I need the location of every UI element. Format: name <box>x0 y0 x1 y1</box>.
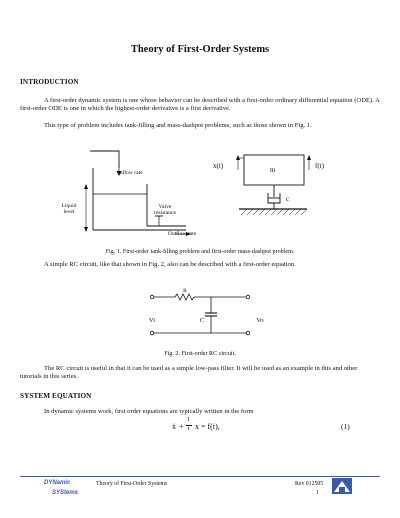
figure-1 <box>0 146 400 246</box>
c-label: c <box>286 195 290 203</box>
footer-rule <box>20 476 380 477</box>
equation-xdot: ẋ <box>172 422 176 431</box>
valve-label: Valve resistance <box>153 204 177 217</box>
outflow-label: Outflow rate <box>167 231 197 237</box>
paragraph-4: The RC circuit is useful in that it can be used as a simple low-pass filter. It will be used as an example in this and other tutorials in this series. <box>20 365 358 381</box>
paragraph-1: A first-order dynamic system is one whose behavior can be described with a first-order ordinary differential equation (ODE). A first-order ODE is one in which the highest-order derivative is a first derivative. <box>20 97 380 113</box>
equation-rhs: x = f(t), <box>195 422 220 431</box>
section-heading-introduction: INTRODUCTION <box>20 78 79 86</box>
resistor-label: R <box>183 288 187 294</box>
paragraph-3: A simple RC circuit, like that shown in Fig. 2, also can be described with a first-order equation. <box>44 261 296 268</box>
rc-circuit-drawing <box>0 285 400 347</box>
mass-dashpot-diagram <box>236 155 311 215</box>
figure-1-caption: Fig. 1. First-order tank-filling problem and first-order mass-dashpot problem. <box>105 249 295 255</box>
tank-diagram <box>84 151 191 236</box>
liquid-level-label: Liquid level <box>61 203 77 216</box>
f-label: f(t) <box>315 162 324 170</box>
equation-number: (1) <box>341 422 350 431</box>
page-title: Theory of First-Order Systems <box>130 44 270 55</box>
section-heading-system-equation: SYSTEM EQUATION <box>20 392 92 400</box>
vi-label: Vi <box>148 317 156 324</box>
university-logo-icon <box>332 478 352 494</box>
figure-2 <box>0 285 400 347</box>
paragraph-5: In dynamic systems work, first order equations are typically written in the form <box>44 408 254 415</box>
footer-doc-title: Theory of First-Order Systems <box>96 481 168 487</box>
x-label: x(t) <box>213 162 224 170</box>
figure-1-drawing <box>0 146 400 246</box>
mass-label: m <box>270 166 276 174</box>
figure-2-caption: Fig. 2. First-order RC circuit. <box>164 351 236 357</box>
logo-line-1: DYNamic <box>44 480 71 486</box>
footer-page-number: 1 <box>316 490 319 496</box>
equation-frac-den: τ <box>187 426 190 432</box>
capacitor-label: C <box>199 317 205 324</box>
footer-revision: Rev 012505 <box>295 481 324 487</box>
logo-line-2: SYStems <box>52 490 79 496</box>
vo-label: Vo <box>256 317 264 324</box>
paragraph-2: This type of problem includes tank-filling and mass-dashpot problems, such as those shown in Fig. 1. <box>44 122 312 129</box>
equation-plus: + <box>179 422 184 431</box>
equation-frac-num: 1 <box>187 417 190 423</box>
inflow-label: Inflow rate <box>118 170 143 176</box>
equation-1 <box>172 418 252 438</box>
